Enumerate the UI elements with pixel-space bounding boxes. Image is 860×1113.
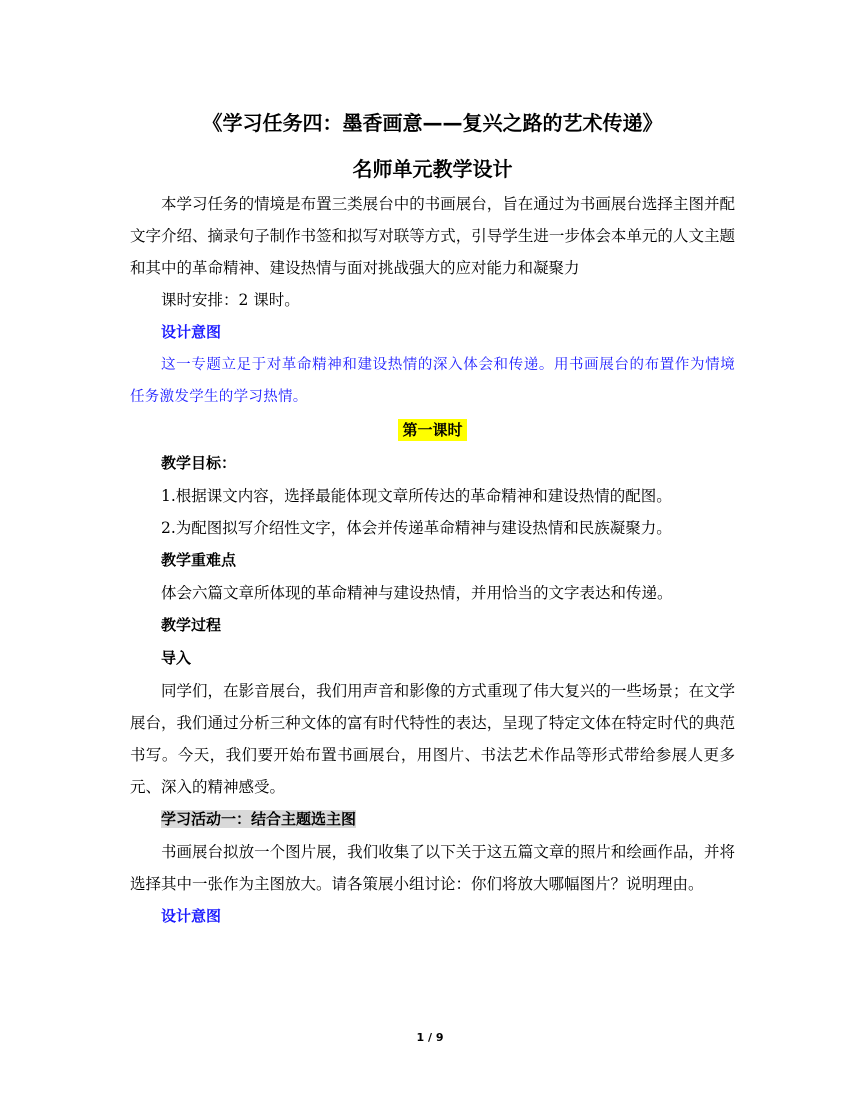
page-number: 1 / 9	[416, 1031, 444, 1044]
key-points-heading: 教学重难点	[161, 551, 237, 569]
lesson-label: 第一课时	[398, 419, 466, 441]
document-title: 《学习任务四：墨香画意——复兴之路的艺术传递》	[202, 111, 663, 135]
intro-text: 同学们，在影音展台，我们用声音和影像的方式重现了伟大复兴的一些场景；在文学展台，我们通过分析三种文体的富有时代特性的表达，呈现了特定文体在特定时代的典范书写。今天，我们要开始布置书画展台，用图片、书法艺术作品等形式带给参展人更多元、深入的精神感受。	[130, 682, 735, 796]
intro-heading: 导入	[161, 649, 192, 667]
intro-paragraph: 本学习任务的情境是布置三类展台中的书画展台，旨在通过为书画展台选择主图并配文字介绍、摘录句子制作书签和拟写对联等方式，引导学生进一步体会本单元的人文主题和其中的革命精神、建设热情与面对挑战强大的应对能力和凝聚力	[130, 195, 735, 277]
schedule-line: 课时安排：2 课时。	[161, 291, 300, 309]
activity-text: 书画展台拟放一个图片展，我们收集了以下关于这五篇文章的照片和绘画作品，并将选择其中一张作为主图放大。请各策展小组讨论：你们将放大哪幅图片？说明理由。	[130, 843, 735, 893]
process-heading: 教学过程	[161, 616, 222, 634]
key-points-text: 体会六篇文章所体现的革命精神与建设热情，并用恰当的文字表达和传递。	[161, 584, 673, 602]
activity-heading-row	[130, 803, 735, 836]
goal-item-1: 1.根据课文内容，选择最能体现文章所传达的革命精神和建设热情的配图。	[161, 487, 672, 505]
lesson-label-row	[130, 413, 735, 447]
design-intent-text: 这一专题立足于对革命精神和建设热情的深入体会和传递。用书画展台的布置作为情境任务激发学生的学习热情。	[130, 357, 735, 405]
design-intent-heading-2: 设计意图	[161, 907, 222, 925]
document-subtitle: 名师单元教学设计	[352, 157, 513, 181]
document-body	[130, 108, 735, 933]
goals-heading: 教学目标：	[161, 454, 237, 472]
activity-heading: 学习活动一：结合主题选主图	[161, 810, 357, 828]
design-intent-heading: 设计意图	[161, 323, 222, 341]
goal-item-2: 2.为配图拟写介绍性文字，体会并传递革命精神与建设热情和民族凝聚力。	[161, 519, 672, 537]
